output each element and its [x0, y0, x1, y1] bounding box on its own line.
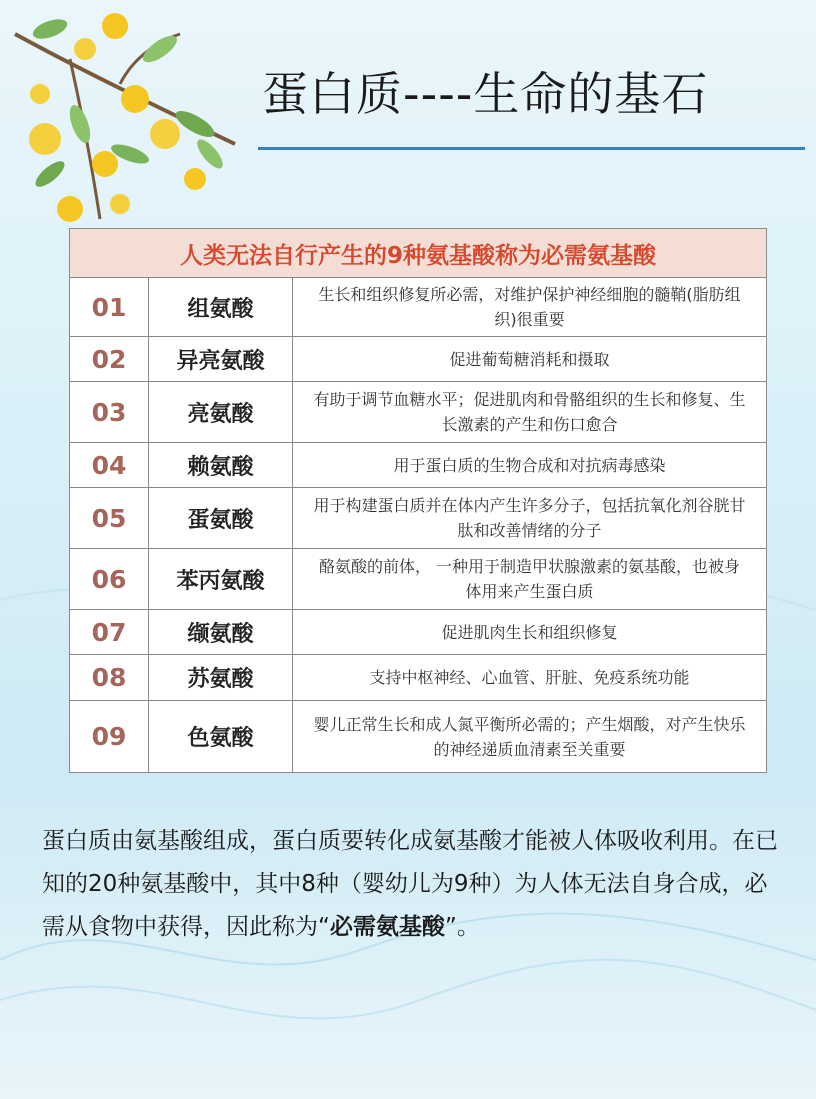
page-title: 蛋白质----生命的基石	[262, 67, 709, 121]
row-number: 02	[70, 337, 149, 382]
amino-acid-name: 异亮氨酸	[149, 337, 293, 382]
paragraph-text: 蛋白质由氨基酸组成，蛋白质要转化成氨基酸才能被人体吸收利用。在已知的20种氨基酸中，其中8种（婴幼儿为9种）为人体无法自身合成，必需从食物中获得，因此称为“	[42, 828, 778, 940]
table-row	[70, 610, 767, 655]
table-header: 人类无法自行产生的9种氨基酸称为必需氨基酸	[70, 229, 767, 278]
amino-acid-name: 组氨酸	[149, 278, 293, 337]
table-row	[70, 278, 767, 337]
row-number: 03	[70, 382, 149, 443]
amino-acid-name: 亮氨酸	[149, 382, 293, 443]
amino-acid-description: 生长和组织修复所必需，对维护保护神经细胞的髓鞘(脂肪组织)很重要	[293, 278, 767, 337]
paragraph-end: ”。	[444, 914, 480, 940]
amino-acid-name: 苯丙氨酸	[149, 549, 293, 610]
amino-acid-name: 色氨酸	[149, 701, 293, 773]
row-number: 01	[70, 278, 149, 337]
amino-acid-description: 婴儿正常生长和成人氮平衡所必需的；产生烟酸，对产生快乐的神经递质血清素至关重要	[293, 701, 767, 773]
yellow-flower-branch-icon	[10, 4, 240, 229]
amino-acid-name: 蛋氨酸	[149, 488, 293, 549]
amino-acid-description: 促进葡萄糖消耗和摄取	[293, 337, 767, 382]
title-divider	[258, 147, 805, 150]
table-row	[70, 655, 767, 701]
table-row	[70, 382, 767, 443]
table-row	[70, 337, 767, 382]
table-row	[70, 701, 767, 773]
amino-acid-description: 促进肌肉生长和组织修复	[293, 610, 767, 655]
body-paragraph	[42, 820, 787, 949]
row-number: 09	[70, 701, 149, 773]
paragraph-emphasis: 必需氨基酸	[329, 914, 445, 940]
table-row	[70, 488, 767, 549]
row-number: 05	[70, 488, 149, 549]
amino-acid-name: 缬氨酸	[149, 610, 293, 655]
amino-acid-name: 赖氨酸	[149, 443, 293, 488]
amino-acid-name: 苏氨酸	[149, 655, 293, 701]
amino-acid-description: 用于蛋白质的生物合成和对抗病毒感染	[293, 443, 767, 488]
row-number: 04	[70, 443, 149, 488]
row-number: 08	[70, 655, 149, 701]
amino-acid-description: 用于构建蛋白质并在体内产生许多分子，包括抗氧化剂谷胱甘肽和改善情绪的分子	[293, 488, 767, 549]
row-number: 06	[70, 549, 149, 610]
amino-acid-description: 有助于调节血糖水平；促进肌肉和骨骼组织的生长和修复、生长激素的产生和伤口愈合	[293, 382, 767, 443]
table-row	[70, 443, 767, 488]
amino-acid-description: 支持中枢神经、心血管、肝脏、免疫系统功能	[293, 655, 767, 701]
row-number: 07	[70, 610, 149, 655]
table-row	[70, 549, 767, 610]
amino-acid-description: 酪氨酸的前体， 一种用于制造甲状腺激素的氨基酸，也被身体用来产生蛋白质	[293, 549, 767, 610]
amino-acid-table	[69, 228, 767, 773]
